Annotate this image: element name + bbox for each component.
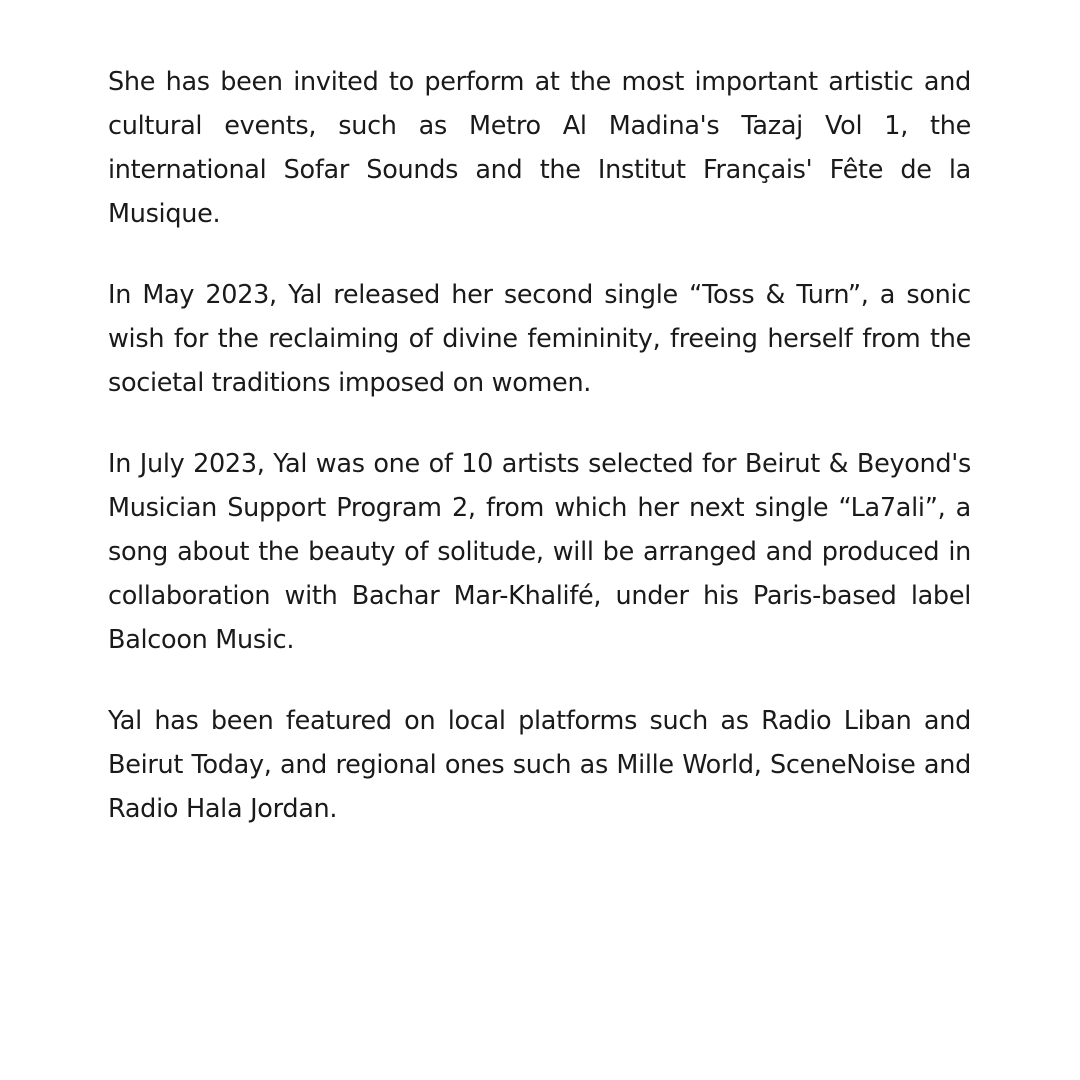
paragraph-performances: She has been invited to perform at the most important artistic and cultural events, such as Metro Al Madina's Tazaj Vol 1, the international Sofar Sounds and the Institut Français' Fête de la Musique.: [108, 67, 971, 229]
paragraph-featured-platforms: Yal has been featured on local platforms such as Radio Liban and Beirut Today, and regional ones such as Mille World, SceneNoise and Radio Hala Jordan.: [108, 706, 971, 824]
paragraph-toss-and-turn: In May 2023, Yal released her second single “Toss & Turn”, a sonic wish for the reclaiming of divine femininity, freeing herself from the societal traditions imposed on women.: [108, 280, 971, 398]
document-body: [108, 60, 971, 868]
paragraph-la7ali: In July 2023, Yal was one of 10 artists selected for Beirut & Beyond's Musician Support Program 2, from which her next single “La7ali”, a song about the beauty of solitude, will be arranged and produced in collaboration with Bachar Mar-Khalifé, under his Paris-based label Balcoon Music.: [108, 449, 971, 655]
